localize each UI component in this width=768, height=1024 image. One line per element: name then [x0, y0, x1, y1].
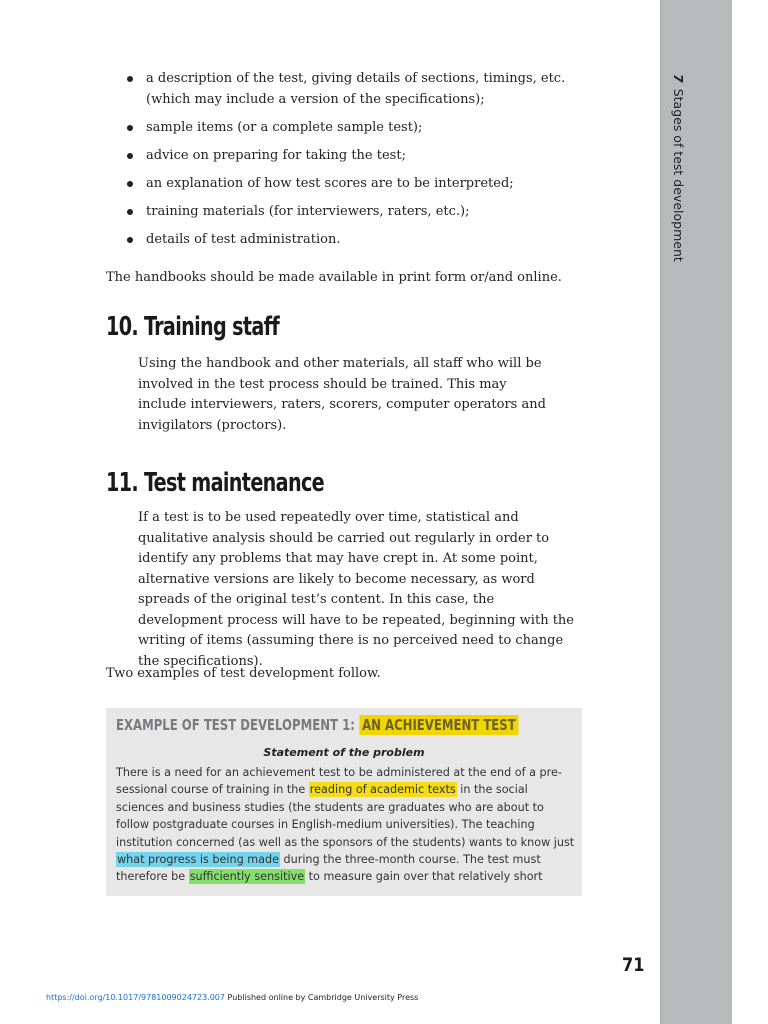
chapter-running-title	[671, 74, 686, 262]
list-item: an explanation of how test scores are to be interpreted;	[106, 173, 576, 194]
bullet-icon	[127, 181, 133, 187]
handbooks-paragraph: The handbooks should be made available in print form or/and online.	[106, 270, 562, 285]
section-11-heading: 11. Test maintenance	[106, 468, 325, 498]
doi-link[interactable]: https://doi.org/10.1017/9781009024723.007	[46, 993, 225, 1002]
highlight-reading-academic-texts[interactable]: reading of academic texts	[309, 783, 456, 797]
example-subtitle: Statement of the problem	[263, 746, 425, 759]
examples-intro: Two examples of test development follow.	[106, 666, 381, 681]
bullet-icon	[127, 153, 133, 159]
list-item: training materials (for interviewers, raters, etc.);	[106, 201, 576, 222]
section-11-body: If a test is to be used repeatedly over time, statistical and qualitative analysis should be carried out regularly in order to identify any problems that may have crept in. At some point, alternative versions are likely to become necessary, as word spreads of the original test’s content. In this case, the development process will have to be repeated, beginning with the writing of items (assuming there is no perceived need to change the specifications).	[138, 510, 574, 669]
page-number: 71	[622, 954, 645, 976]
example-box	[106, 708, 582, 896]
bullet-icon	[127, 209, 133, 215]
bullet-icon	[127, 76, 133, 82]
chapter-title: Stages of test development	[671, 88, 686, 262]
example-title-prefix: EXAMPLE OF TEST DEVELOPMENT 1:	[116, 716, 355, 734]
publisher-text: Published online by Cambridge University Press	[225, 993, 419, 1002]
example-title-highlight: AN ACHIEVEMENT TEST	[359, 715, 519, 735]
list-item: advice on preparing for taking the test;	[106, 145, 576, 166]
footer-citation	[46, 993, 418, 1002]
highlight-progress[interactable]: what progress is being made	[117, 853, 279, 867]
list-item: details of test administration.	[106, 229, 576, 250]
bullet-list	[106, 68, 576, 257]
highlight-sufficiently-sensitive[interactable]: sufficiently sensitive	[189, 870, 305, 884]
list-item: a description of the test, giving details of sections, timings, etc. (which may include a version of the specifications);	[106, 68, 576, 110]
bullet-icon	[127, 237, 133, 243]
section-10-body: Using the handbook and other materials, all staff who will be involved in the test process should be trained. This may include interviewers, raters, scorers, computer operators and invigilators (proctors).	[138, 356, 546, 433]
list-item: sample items (or a complete sample test);	[106, 117, 576, 138]
section-10-heading: 10. Training staff	[106, 312, 280, 342]
chapter-number: 7	[671, 74, 686, 83]
bullet-icon	[127, 125, 133, 131]
example-title	[116, 716, 519, 734]
example-body: There is a need for an achievement test to be administered at the end of a pre-sessional course of training in the reading of academic texts in the social sciences and business studies (the students are graduates who are about to follow postgraduate courses in English-medium universities). The teaching institution concerned (as well as the sponsors of the students) wants to know just what progress is being made during the three-month course. The test must therefore be sufficiently sensitive to measure gain over that relatively short	[116, 766, 575, 884]
